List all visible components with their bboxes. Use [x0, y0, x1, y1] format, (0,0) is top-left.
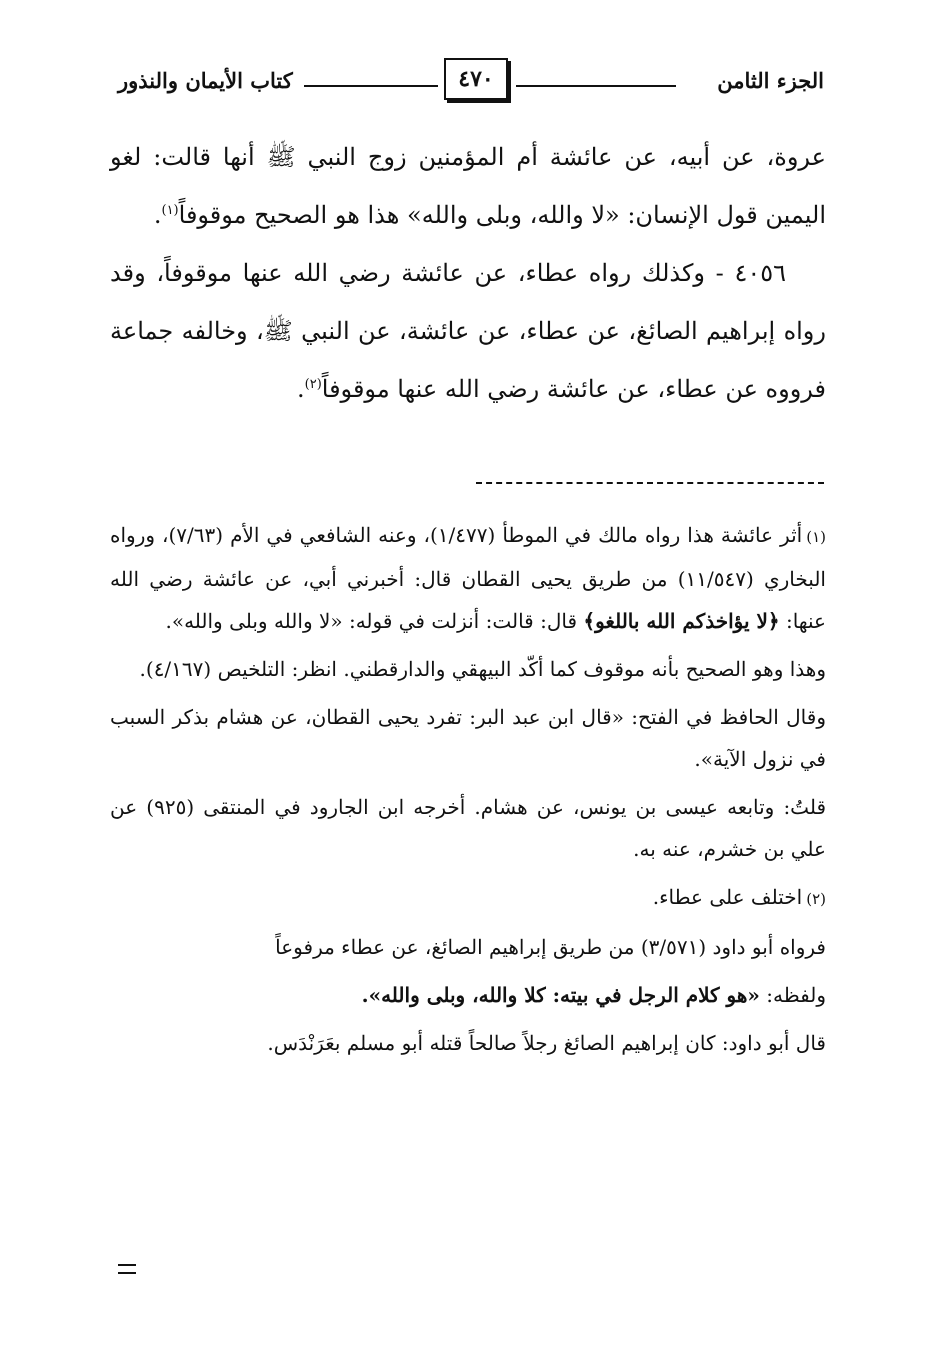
page-header — [118, 58, 824, 102]
book-title: كتاب الأيمان والنذور — [118, 68, 293, 93]
hadith-quote: «هو كلام الرجل في بيته: كلا والله، وبلى والله». — [361, 983, 760, 1007]
footnotes — [110, 514, 826, 1070]
quran-quote: ﴿لا يؤاخذكم الله باللغو﴾ — [583, 609, 780, 633]
footnote-2-paragraph-2: فرواه أبو داود (٣/٥٧١) من طريق إبراهيم الصائغ، عن عطاء مرفوعاً — [275, 935, 826, 959]
footnote-1-paragraph-3: وقال الحافظ في الفتح: «قال ابن عبد البر: تفرد يحيى القطان، عن هشام بذكر السبب في نزول الآية». — [110, 705, 826, 771]
footnote-2-paragraph-4: قال أبو داود: كان إبراهيم الصائغ رجلاً صالحاً قتله أبو مسلم بعَرَنْدَس. — [267, 1031, 826, 1055]
footnote-2: (٢)اختلف على عطاء. — [652, 885, 826, 909]
footnote-1-number: (١) — [806, 528, 826, 546]
main-text — [110, 128, 826, 418]
footnote-2-paragraph-3: ولفظه: «هو كلام الرجل في بيته: كلا والله، وبلى والله». — [361, 983, 826, 1007]
footnote-1-paragraph-2: وهذا وهو الصحيح بأنه موقوف كما أكّد البيهقي والدارقطني. انظر: التلخيص (٤/١٦٧). — [139, 657, 826, 681]
footnote-ref-1[interactable]: (١) — [161, 203, 179, 218]
footnote-2-number: (٢) — [806, 890, 826, 908]
paragraph-2: ٤٠٥٦ - وكذلك رواه عطاء، عن عائشة رضي الله عنها موقوفاً، وقد رواه إبراهيم الصائغ، عن عطاء، عن عائشة، عن النبي ﷺ، وخالفه جماعة فرووه عن عطاء، عن عائشة رضي الله عنها موقوفاً$^{(٢)}$. — [110, 259, 826, 403]
header-rule-left — [304, 85, 438, 87]
footnote-ref-2[interactable]: (٢) — [304, 377, 322, 392]
footnote-1: (١)أثر عائشة هذا رواه مالك في الموطأ (١/٤٧٧)، وعنه الشافعي في الأم (٧/٦٣)، ورواه البخاري (١١/٥٤٧) من طريق يحيى القطان قال: أخبرني أبي، عن عائشة رضي الله عنها: ﴿لا يؤاخذكم الله باللغو﴾ قال: قالت: أنزلت في قوله: «لا والله وبلى والله». — [110, 523, 826, 633]
footnote-divider — [476, 482, 824, 484]
part-title: الجزء الثامن — [717, 68, 824, 93]
page-number: ٤٧٠ — [444, 58, 508, 100]
paragraph-1: عروة، عن أبيه، عن عائشة أم المؤمنين زوج النبي ﷺ أنها قالت: لغو اليمين قول الإنسان: «لا والله، وبلى والله» هذا هو الصحيح موقوفاً$^{(١)}$. — [110, 143, 826, 229]
footnote-1-paragraph-4: قلتُ: وتابعه عيسى بن يونس، عن هشام. أخرجه ابن الجارود في المنتقى (٩٢٥) عن علي بن خشرم، عنه به. — [110, 795, 827, 861]
end-mark — [118, 1264, 136, 1274]
header-rule-right — [516, 85, 676, 87]
